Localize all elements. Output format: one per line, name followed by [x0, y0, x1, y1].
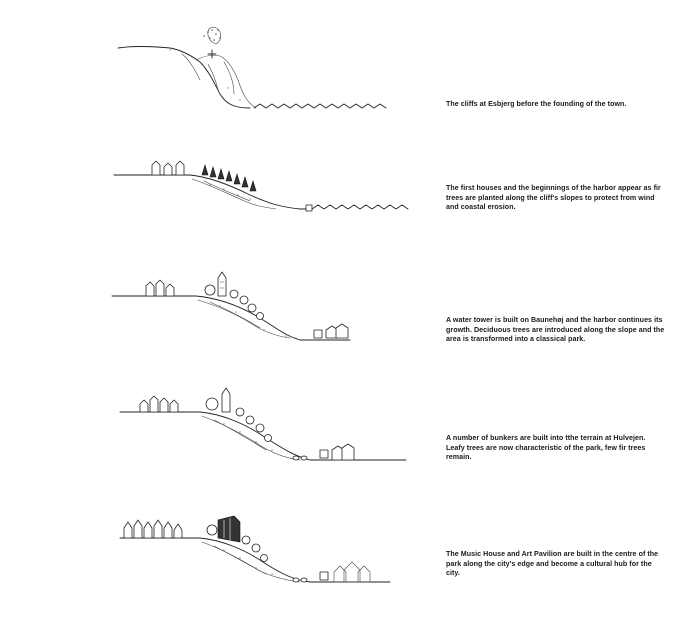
stage-1-caption: The cliffs at Esbjerg before the founding of the town.	[446, 100, 627, 108]
stage-3-caption: A water tower is built on Baunehøj and the harbor continues its growth. Deciduous trees are introduced along the slope and the area is transformed into a classical park.	[446, 316, 665, 344]
stage-3-sketch	[100, 266, 420, 366]
stage-2-sketch	[100, 145, 420, 245]
stage-5-sketch	[100, 502, 420, 602]
stage-4-sketch	[100, 382, 420, 482]
stage-5-caption: The Music House and Art Pavilion are built in the centre of the park along the city's edge and become a cultural hub for the city.	[446, 550, 659, 578]
stage-1-sketch	[100, 20, 420, 120]
stage-4-caption: A number of bunkers are built into tthe terrain at Hulvejen. Leafy trees are now characteristic of the park, few fir trees remain.	[446, 434, 646, 462]
stage-2-caption: The first houses and the beginnings of the harbor appear as fir trees are planted along the cliff's slopes to protect from wind and coastal erosion.	[446, 184, 661, 212]
